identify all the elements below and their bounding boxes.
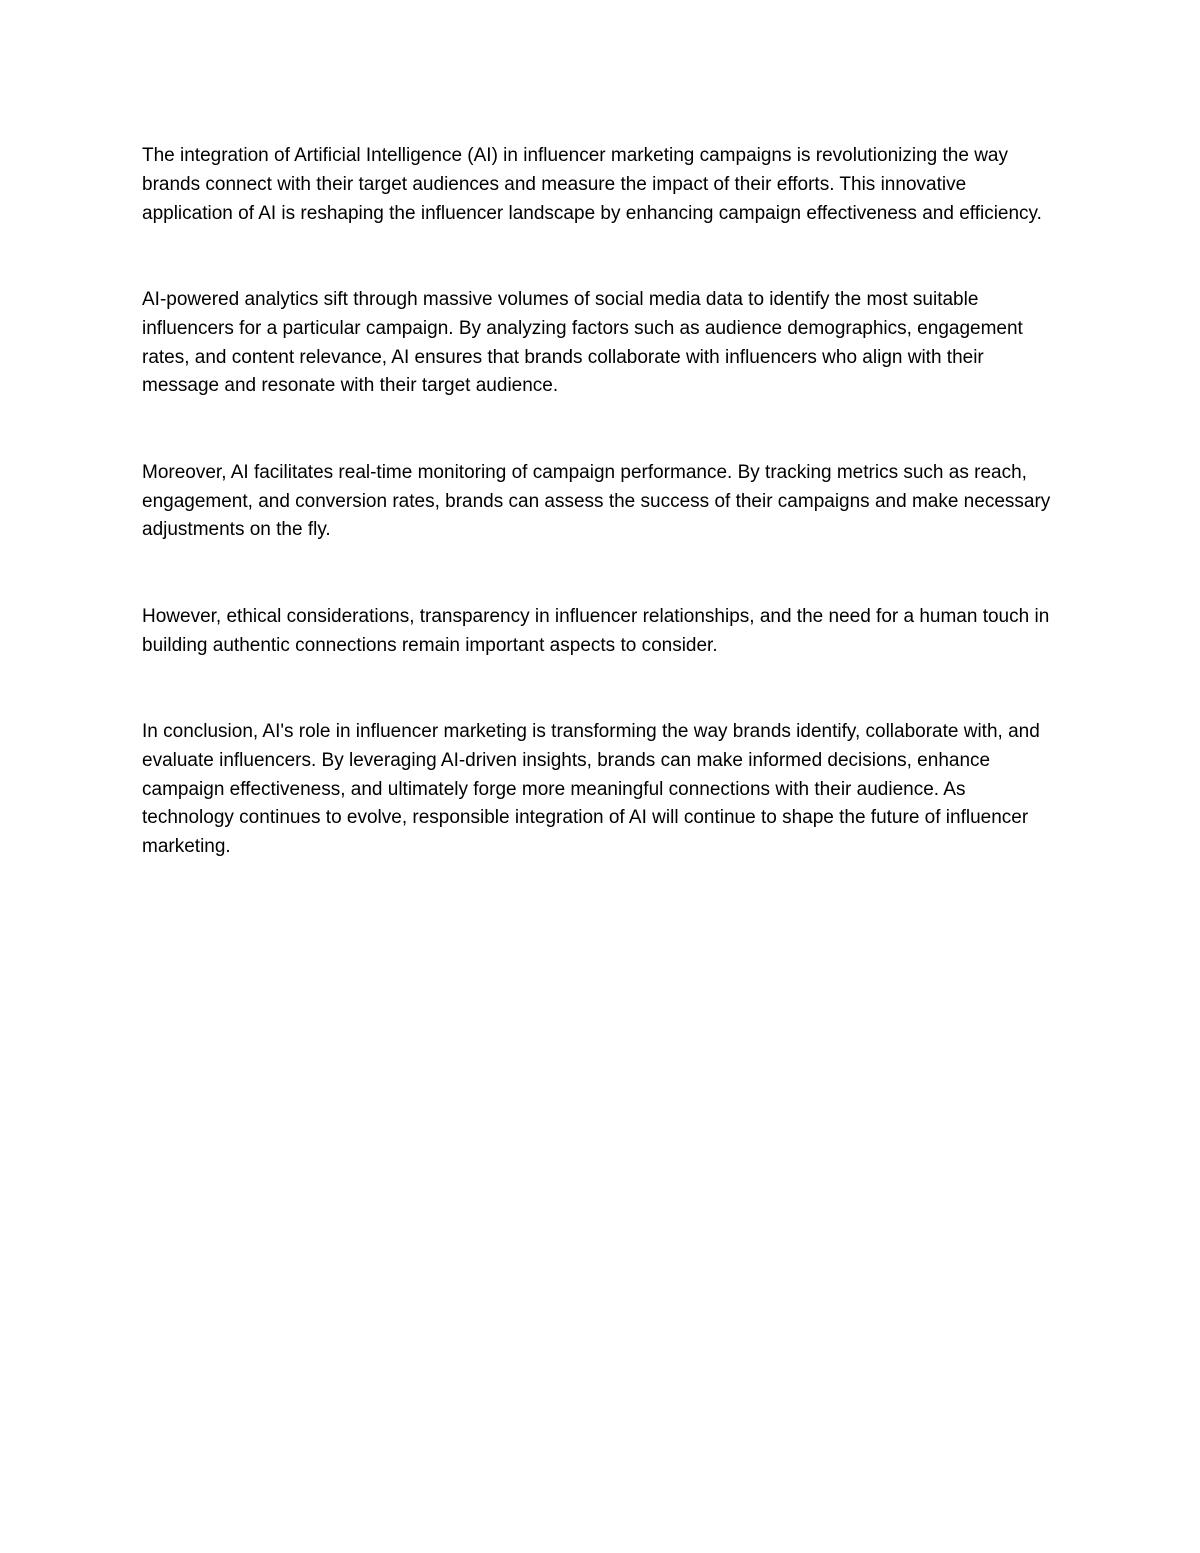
paragraph-ethics: However, ethical considerations, transparency in influencer relationships, and the need for a human touch in building authentic connections remain important aspects to consider. — [142, 605, 1050, 656]
paragraph-analytics: AI-powered analytics sift through massive volumes of social media data to identify the most suitable influencers for a particular campaign. By analyzing factors such as audience demographics, engagement rates, and content relevance, AI ensures that brands collaborate with influencers who align with their message and resonate with their target audience. — [142, 288, 1023, 397]
paragraph-conclusion: In conclusion, AI's role in influencer marketing is transforming the way brands identify, collaborate with, and evaluate influencers. By leveraging AI-driven insights, brands can make informed decisions, enhance campaign effectiveness, and ultimately forge more meaningful connections with their audience. As technology continues to evolve, responsible integration of AI will continue to shape the future of influencer marketing. — [142, 720, 1040, 858]
paragraph-monitoring: Moreover, AI facilitates real-time monitoring of campaign performance. By tracking metrics such as reach, engagement, and conversion rates, brands can assess the success of their campaigns and make necessary adjustments on the fly. — [142, 461, 1051, 541]
paragraph-intro: The integration of Artificial Intelligence (AI) in influencer marketing campaigns is revolutionizing the way brands connect with their target audiences and measure the impact of their efforts. This innovative application of AI is reshaping the influencer landscape by enhancing campaign effectiveness and efficiency. — [142, 145, 1042, 224]
document-body — [142, 142, 1062, 920]
